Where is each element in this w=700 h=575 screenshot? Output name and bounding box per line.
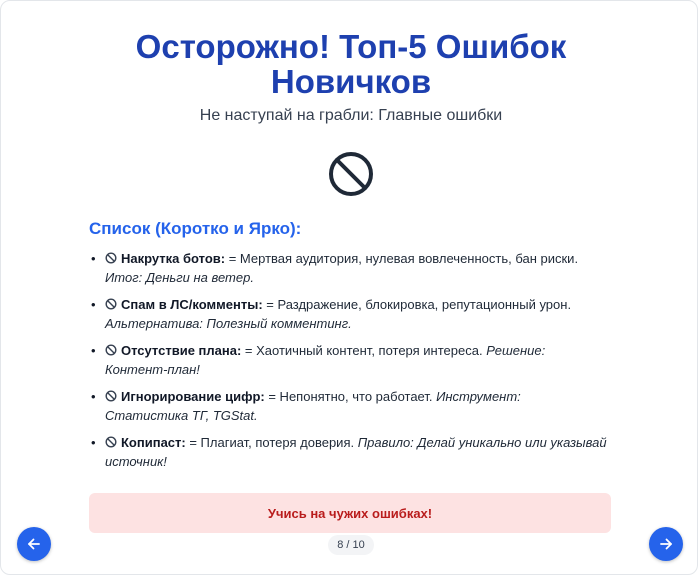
list-item [89,341,607,379]
mistake-tip: Инструмент: Статистика ТГ, TGStat. [105,389,521,423]
mistake-tip: Альтернатива: Полезный комментинг. [105,316,352,331]
prohibited-icon [105,344,117,356]
list-item [89,249,607,287]
bullet: • [91,297,96,312]
prohibited-icon [327,150,375,198]
list-item [89,387,607,425]
section-heading: Список (Коротко и Ярко): [89,219,302,238]
mistake-name: Отсутствие плана: [121,343,242,358]
mistake-name: Игнорирование цифр: [121,389,265,404]
mistake-description: = Хаотичный контент, потеря интереса. [241,343,487,358]
prohibited-icon [105,436,117,448]
mistake-description: = Мертвая аудитория, нулевая вовлеченность, бан риски. [225,251,579,266]
bullet: • [91,389,96,404]
prohibited-icon [105,252,117,264]
next-slide-button[interactable] [649,527,683,561]
previous-slide-button[interactable] [17,527,51,561]
slide-counter: 8 / 10 [328,535,374,555]
prohibited-icon [105,298,117,310]
slide-subtitle: Не наступай на грабли: Главные ошибки [199,107,503,124]
list-item [89,433,607,471]
mistake-name: Накрутка ботов: [121,251,226,266]
mistake-description: = Раздражение, блокировка, репутационный урон. [262,297,572,312]
arrow-left-icon [26,536,42,552]
callout-banner: Учись на чужих ошибках! [89,493,611,533]
bullet: • [91,343,96,358]
arrow-right-icon [658,536,674,552]
mistake-name: Копипаст: [121,435,186,450]
slide-title: Осторожно! Топ-5 Ошибок Новичков [135,28,567,100]
bullet: • [91,251,96,266]
bullet: • [91,435,96,450]
mistake-tip: Правило: Делай уникально или указывай источник! [105,435,607,469]
mistake-description: = Непонятно, что работает. [264,389,437,404]
list-item [89,295,607,333]
prohibited-icon [105,390,117,402]
mistake-tip: Итог: Деньги на ветер. [105,270,254,285]
mistake-tip: Решение: Контент-план! [105,343,546,377]
mistake-name: Спам в ЛС/комменты: [121,297,263,312]
mistakes-list [89,249,607,479]
mistake-description: = Плагиат, потеря доверия. [185,435,358,450]
